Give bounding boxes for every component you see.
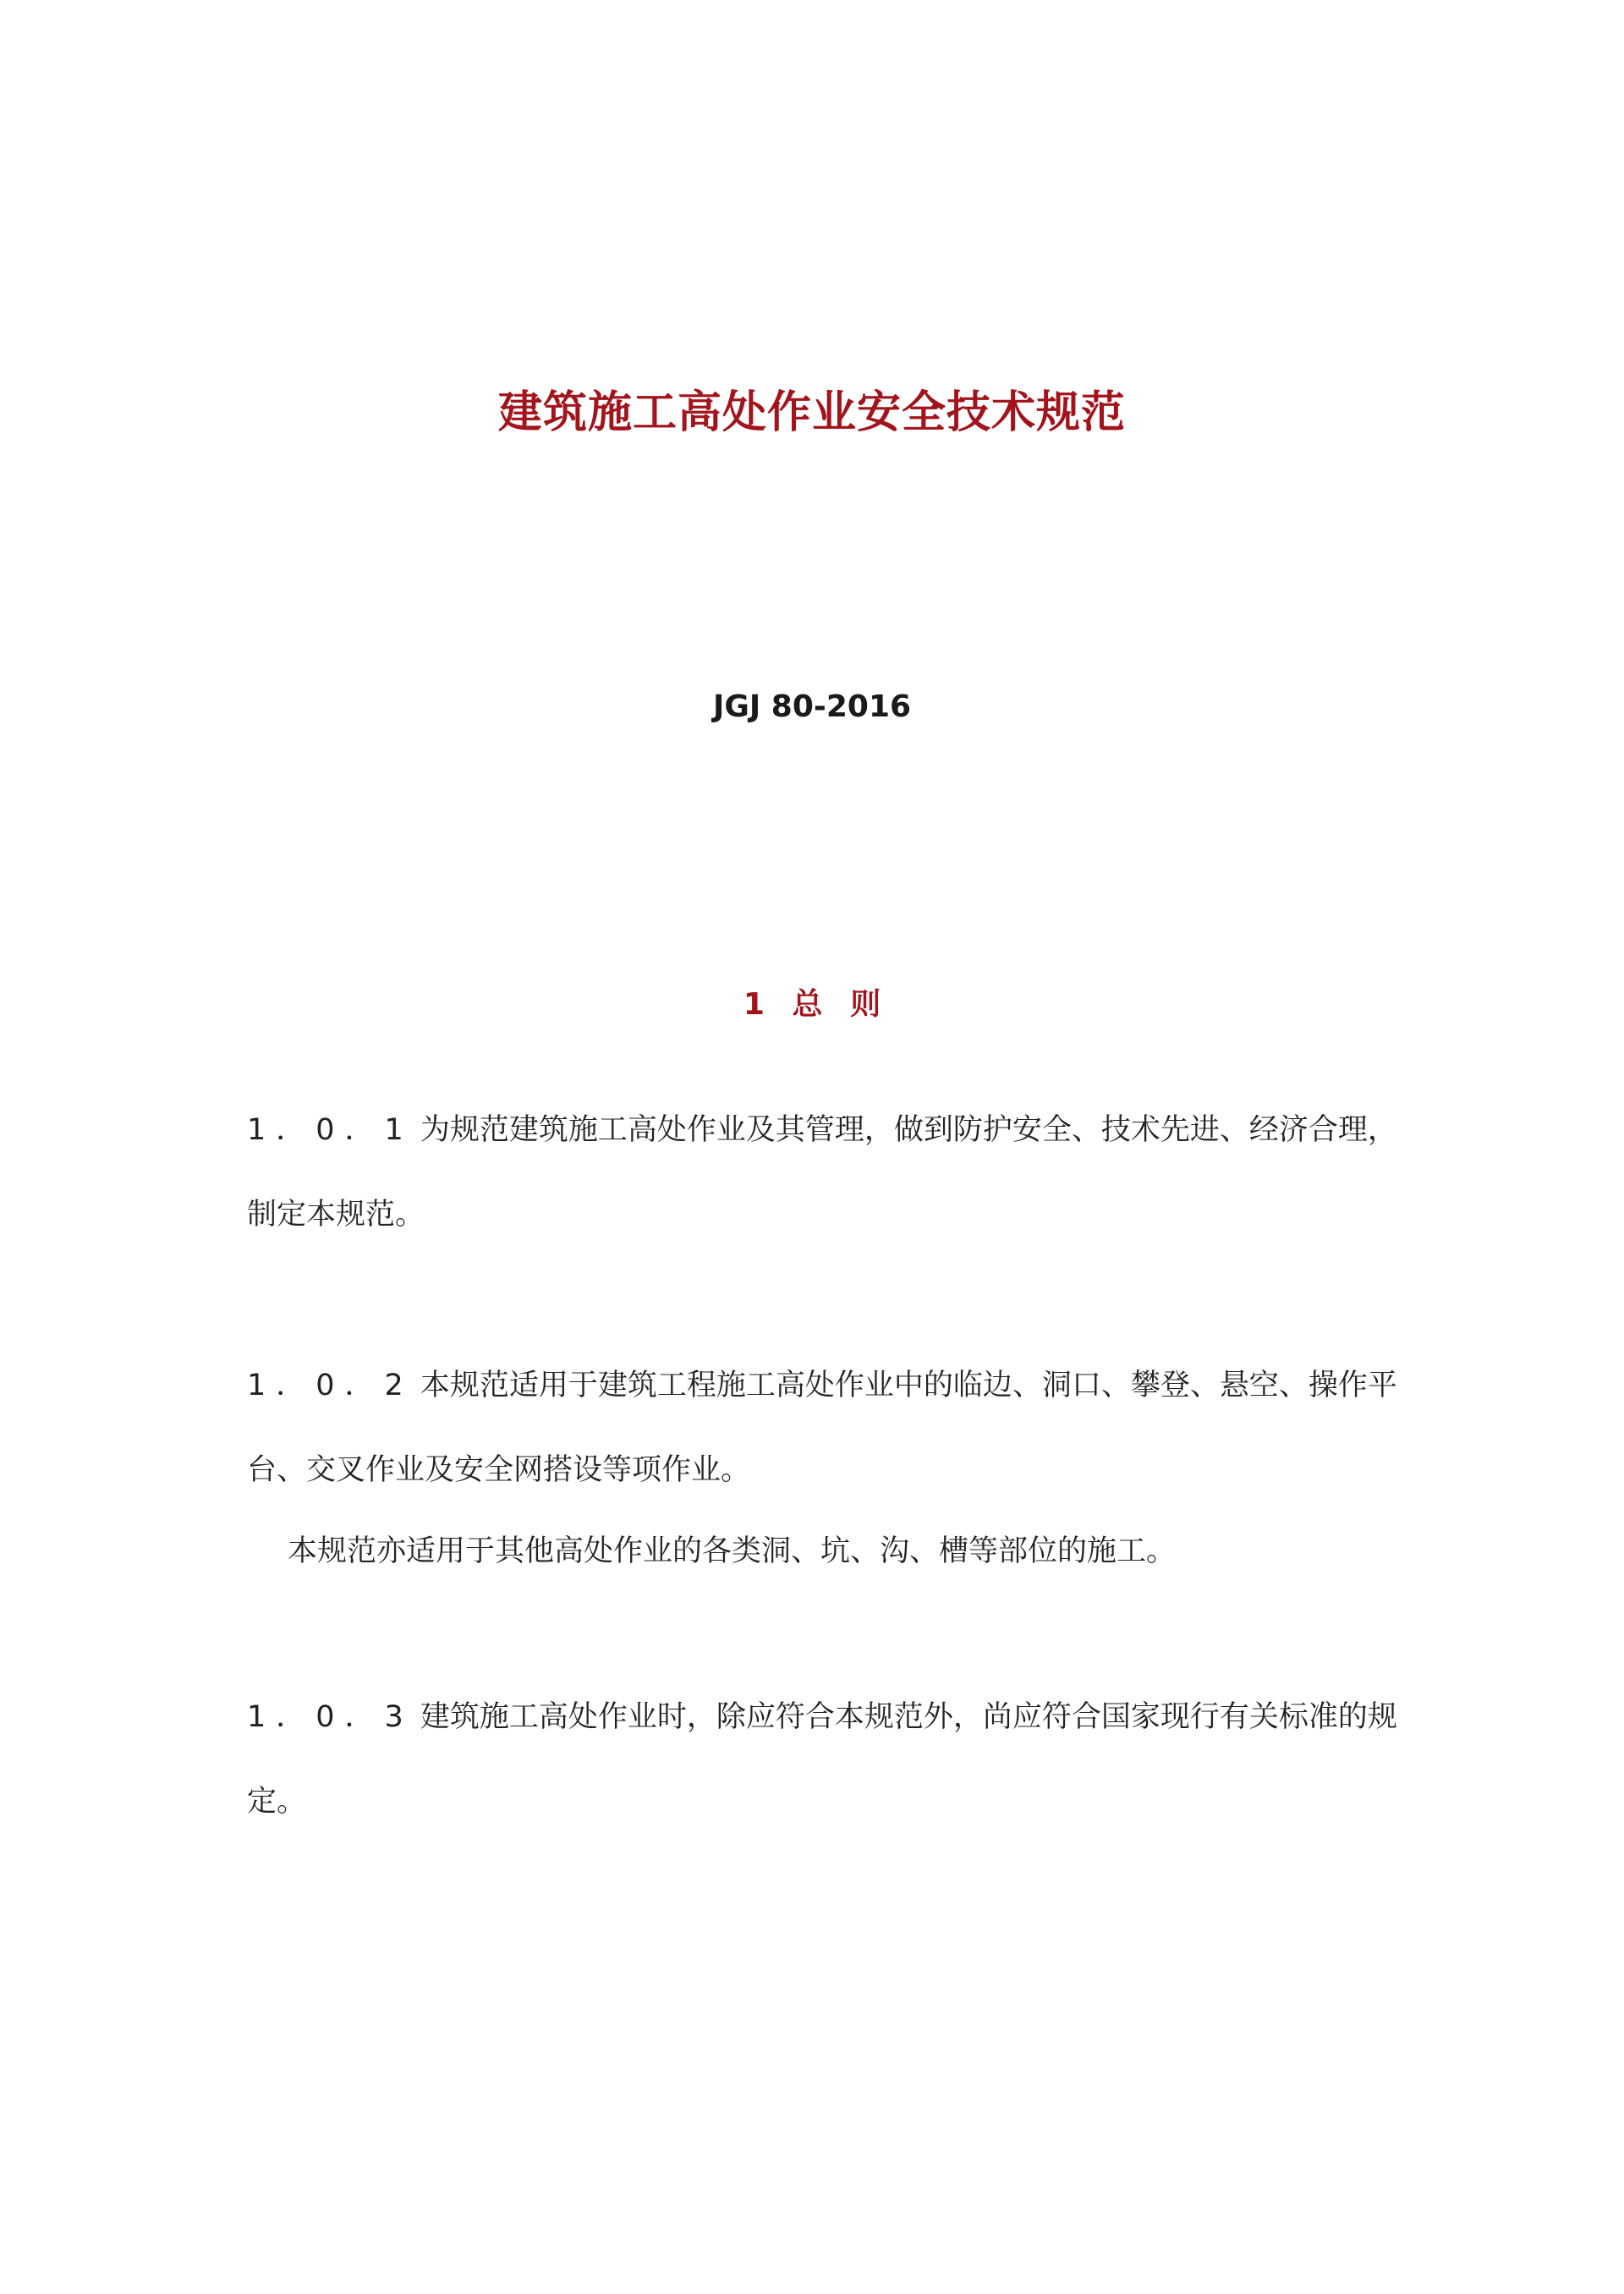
clause-1-0-2-line-3: 本规范亦适用于其他高处作业的各类洞、坑、沟、槽等部位的施工。 [288, 1534, 1177, 1568]
clause-1-0-3-line-1 [247, 1695, 1397, 1739]
section-title-part1: 总 [792, 987, 823, 1022]
clause-text: 本规范适用于建筑工程施工高处作业中的临边、洞口、攀登、悬空、操作平 [420, 1369, 1397, 1402]
clause-number: 1．0．3 [247, 1700, 414, 1734]
standard-code: JGJ 80-2016 [712, 689, 912, 724]
clause-1-0-2-line-1 [247, 1364, 1397, 1408]
clause-1-0-2-line-2: 台、交叉作业及安全网搭设等项作业。 [247, 1453, 751, 1487]
clause-text: 为规范建筑施工高处作业及其管理，做到防护安全、技术先进、经济合理， [420, 1113, 1397, 1147]
document-title: 建筑施工高处作业安全技术规范 [497, 387, 1126, 438]
clause-1-0-1-line-1 [247, 1108, 1397, 1152]
section-heading [0, 983, 1624, 1027]
clause-1-0-3-line-2: 定。 [247, 1785, 307, 1819]
clause-text: 建筑施工高处作业时，除应符合本规范外，尚应符合国家现行有关标准的规 [420, 1700, 1397, 1734]
clause-number: 1．0．1 [247, 1113, 414, 1147]
section-number: 1 [743, 987, 765, 1022]
section-title-part2: 则 [850, 987, 881, 1022]
clause-number: 1．0．2 [247, 1369, 414, 1402]
clause-1-0-1-line-2: 制定本规范。 [247, 1198, 425, 1232]
